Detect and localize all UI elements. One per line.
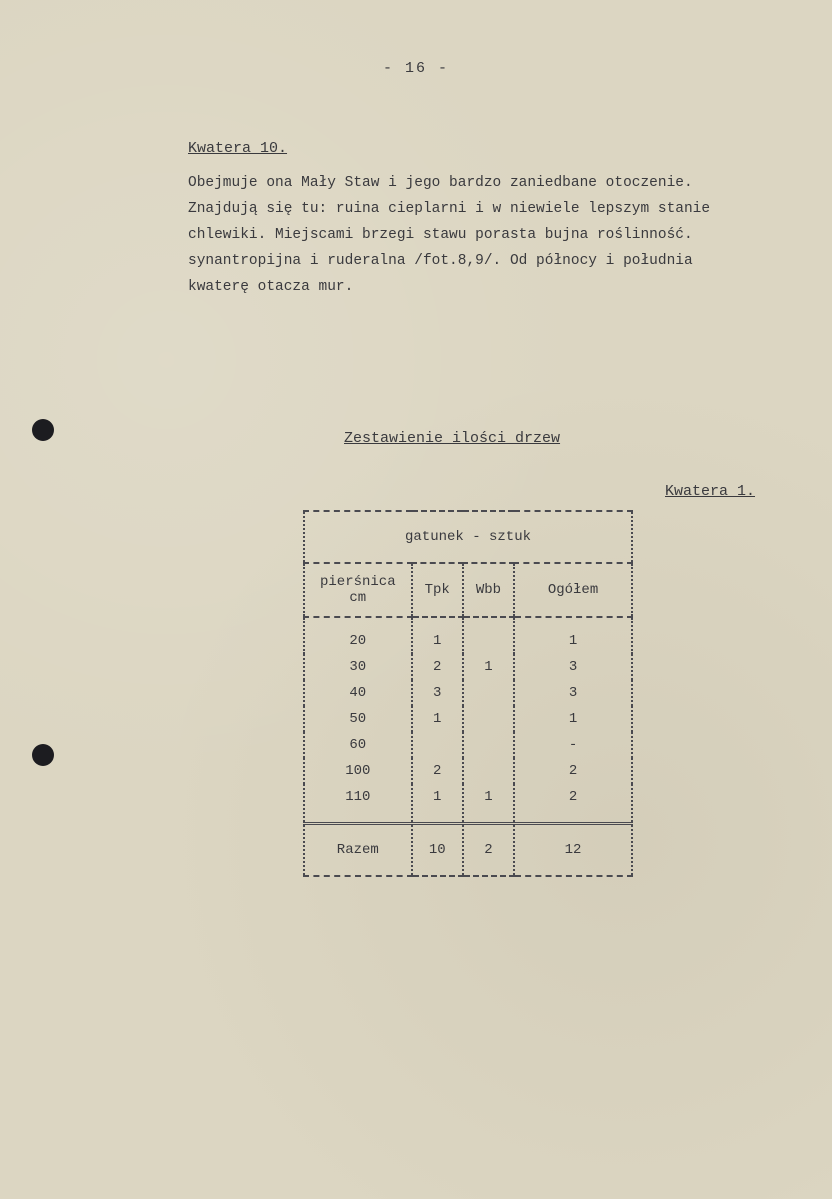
- paragraph-line: Obejmuje ona Mały Staw i jego bardzo zaniedbane otoczenie.: [188, 175, 693, 191]
- paragraph-line: synantropijna i ruderalna /fot.8,9/. Od północy i południa: [188, 253, 693, 269]
- cell-total: 2: [514, 758, 632, 784]
- cell-diameter: 50: [304, 706, 412, 732]
- table-row: [304, 732, 632, 758]
- quarter-label: Kwatera 1.: [665, 483, 756, 500]
- total-all: 12: [514, 824, 632, 877]
- table-row: [304, 680, 632, 706]
- cell-tpk: 3: [412, 680, 463, 706]
- punch-hole-top: [32, 419, 54, 441]
- table-row: [304, 617, 632, 654]
- cell-tpk: 1: [412, 617, 463, 654]
- table-total-row: [304, 824, 632, 877]
- cell-total: 1: [514, 617, 632, 654]
- cell-total: 3: [514, 680, 632, 706]
- punch-hole-bottom: [32, 744, 54, 766]
- cell-diameter: 30: [304, 654, 412, 680]
- cell-wbb: 1: [463, 654, 514, 680]
- paragraph-line: chlewiki. Miejscami brzegi stawu porasta bujna roślinność.: [188, 227, 693, 243]
- cell-wbb: [463, 758, 514, 784]
- column-header-diameter-unit: cm: [349, 590, 367, 606]
- cell-wbb: [463, 617, 514, 654]
- cell-total: 1: [514, 706, 632, 732]
- cell-tpk: [412, 732, 463, 758]
- total-wbb: 2: [463, 824, 514, 877]
- cell-diameter: 20: [304, 617, 412, 654]
- column-header-wbb: Wbb: [463, 563, 514, 617]
- group-header: gatunek - sztuk: [304, 511, 632, 563]
- cell-diameter: 60: [304, 732, 412, 758]
- cell-tpk: 1: [412, 784, 463, 824]
- page-number: - 16 -: [382, 60, 449, 77]
- table-row: [304, 758, 632, 784]
- table-row: [304, 784, 632, 824]
- cell-wbb: [463, 680, 514, 706]
- table-row: [304, 654, 632, 680]
- paragraph-line: kwaterę otacza mur.: [188, 279, 354, 295]
- section-heading: Kwatera 10.: [188, 140, 288, 157]
- column-header-diameter-label: pierśnica: [319, 574, 396, 590]
- column-header-diameter: [304, 563, 412, 617]
- total-label: Razem: [304, 824, 412, 877]
- cell-diameter: 40: [304, 680, 412, 706]
- cell-total: -: [514, 732, 632, 758]
- cell-tpk: 2: [412, 758, 463, 784]
- column-header-total: Ogółem: [514, 563, 632, 617]
- tree-count-table: [303, 510, 633, 877]
- cell-wbb: 1: [463, 784, 514, 824]
- table-group-header-row: [304, 511, 632, 563]
- table-title: Zestawienie ilości drzew: [344, 430, 561, 447]
- cell-tpk: 2: [412, 654, 463, 680]
- cell-total: 2: [514, 784, 632, 824]
- cell-wbb: [463, 732, 514, 758]
- section-paragraph: [188, 170, 813, 300]
- paragraph-line: Znajdują się tu: ruina cieplarni i w niewiele lepszym stanie: [188, 201, 711, 217]
- cell-total: 3: [514, 654, 632, 680]
- cell-wbb: [463, 706, 514, 732]
- cell-tpk: 1: [412, 706, 463, 732]
- cell-diameter: 100: [304, 758, 412, 784]
- cell-diameter: 110: [304, 784, 412, 824]
- column-header-tpk: Tpk: [412, 563, 463, 617]
- table-row: [304, 706, 632, 732]
- total-tpk: 10: [412, 824, 463, 877]
- table-column-header-row: [304, 563, 632, 617]
